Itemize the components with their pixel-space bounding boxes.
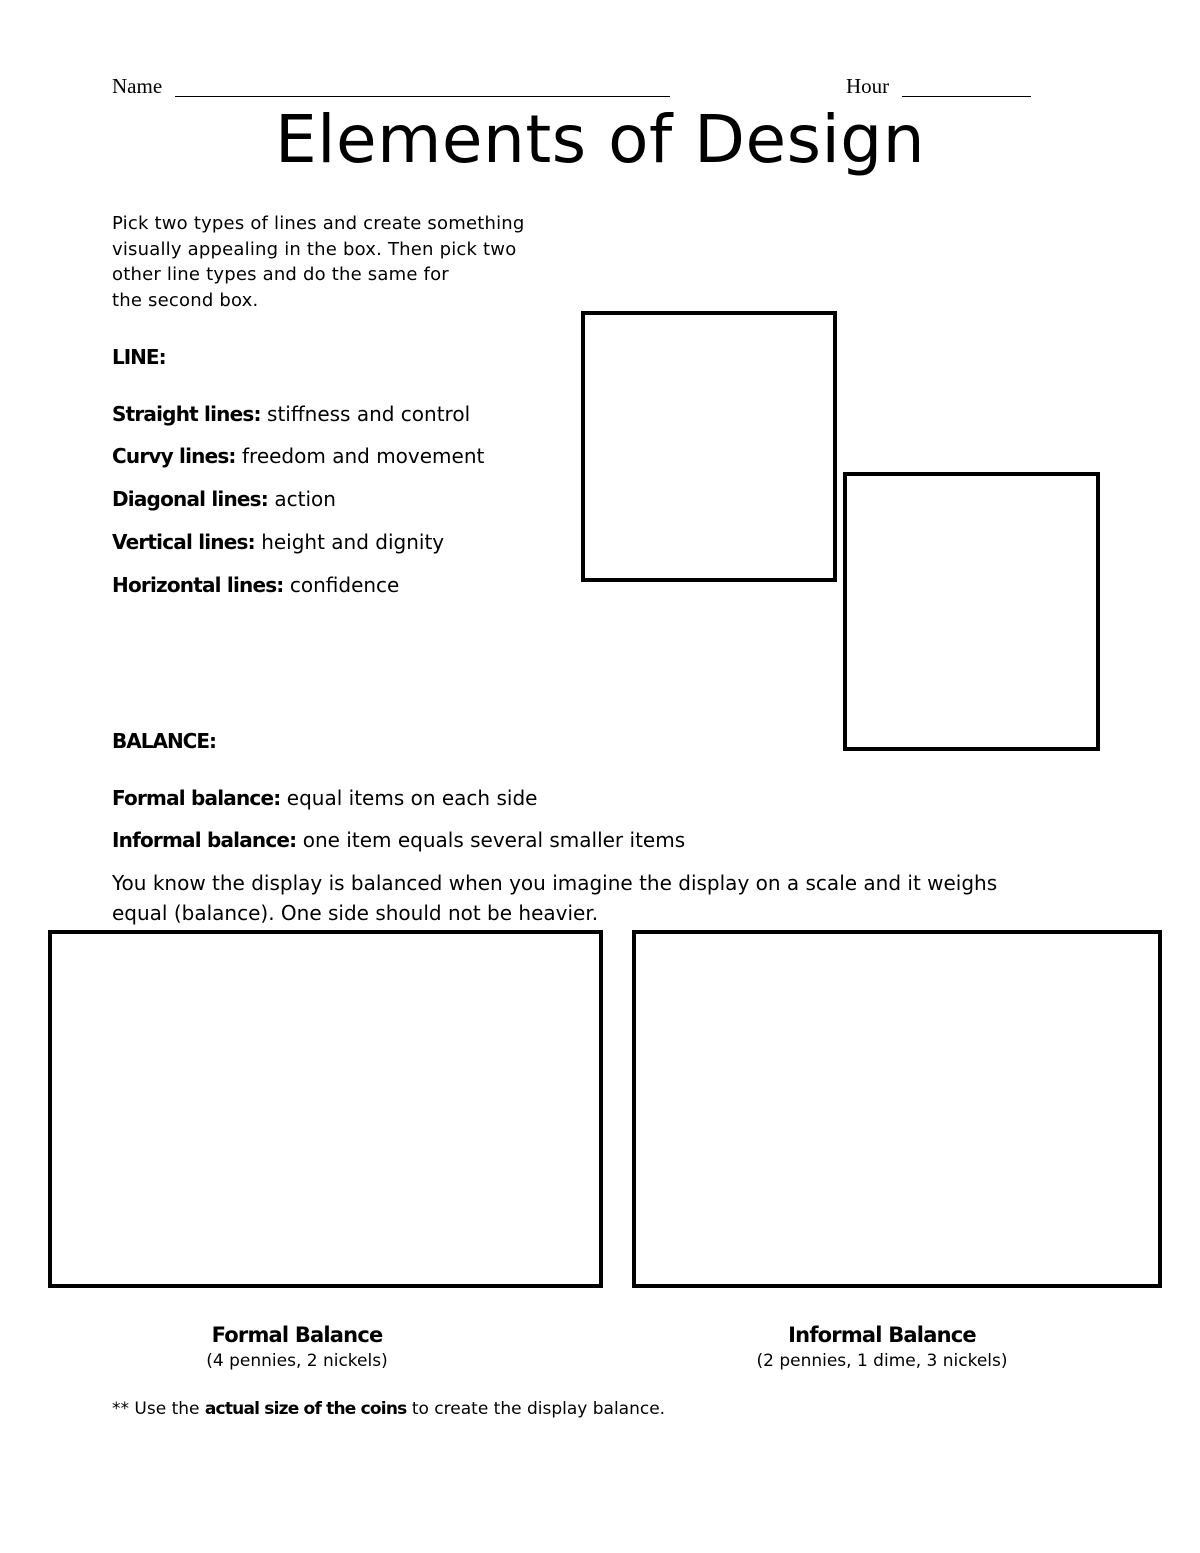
- instructions: [112, 211, 552, 313]
- name-field[interactable]: [175, 96, 670, 97]
- line-type-item: [112, 529, 444, 555]
- informal-balance-caption: [722, 1321, 1042, 1373]
- line-type-item: [112, 401, 470, 427]
- line-type-term: Curvy lines:: [112, 444, 236, 468]
- formal-balance-caption: [147, 1321, 447, 1373]
- balance-type-term: Informal balance:: [112, 828, 297, 852]
- instruction-line: other line types and do the same for: [112, 264, 449, 285]
- line-type-item: [112, 572, 399, 598]
- formal-balance-title: Formal Balance: [211, 1323, 383, 1347]
- line-type-term: Straight lines:: [112, 402, 261, 426]
- line-type-desc: freedom and movement: [242, 444, 485, 468]
- line-type-term: Horizontal lines:: [112, 573, 284, 597]
- name-label: Name: [112, 74, 163, 98]
- balance-type-item: [112, 785, 537, 811]
- formal-balance-coins: (4 pennies, 2 nickels): [206, 1351, 388, 1371]
- instruction-line: Pick two types of lines and create something: [112, 213, 525, 234]
- instruction-line: the second box.: [112, 289, 259, 311]
- line-type-term: Vertical lines:: [112, 530, 255, 554]
- footnote-emphasis: actual size of the coins: [204, 1399, 407, 1419]
- formal-balance-box[interactable]: [48, 930, 603, 1288]
- informal-balance-title: Informal Balance: [788, 1323, 976, 1347]
- footnote-prefix: ** Use the: [112, 1399, 205, 1419]
- line-type-item: [112, 443, 484, 469]
- instruction-line: visually appealing in the box. Then pick two: [112, 238, 517, 260]
- line-type-desc: stiffness and control: [267, 402, 471, 426]
- informal-balance-box[interactable]: [632, 930, 1162, 1288]
- line-drawing-box-2[interactable]: [843, 472, 1100, 751]
- balance-section-heading: BALANCE:: [112, 729, 217, 753]
- page-title: Elements of Design: [274, 101, 926, 178]
- line-type-desc: action: [274, 487, 336, 511]
- hour-label: Hour: [846, 74, 890, 98]
- balance-type-desc: equal items on each side: [286, 786, 538, 810]
- line-drawing-box-1[interactable]: [581, 311, 837, 582]
- footnote-suffix: to create the display balance.: [406, 1399, 666, 1419]
- balance-explanation: You know the display is balanced when you imagine the display on a scale and it weighs equal (balance). One side should not be heavier.: [112, 871, 998, 925]
- balance-type-term: Formal balance:: [112, 786, 281, 810]
- balance-type-desc: one item equals several smaller items: [302, 828, 686, 852]
- line-type-item: [112, 486, 336, 512]
- balance-type-item: [112, 827, 685, 853]
- line-section-heading: LINE:: [112, 345, 166, 369]
- hour-field[interactable]: [902, 96, 1031, 97]
- footnote: [112, 1397, 665, 1421]
- line-type-desc: height and dignity: [261, 530, 445, 554]
- line-type-term: Diagonal lines:: [112, 487, 268, 511]
- line-type-desc: confidence: [289, 573, 400, 597]
- informal-balance-coins: (2 pennies, 1 dime, 3 nickels): [756, 1351, 1008, 1371]
